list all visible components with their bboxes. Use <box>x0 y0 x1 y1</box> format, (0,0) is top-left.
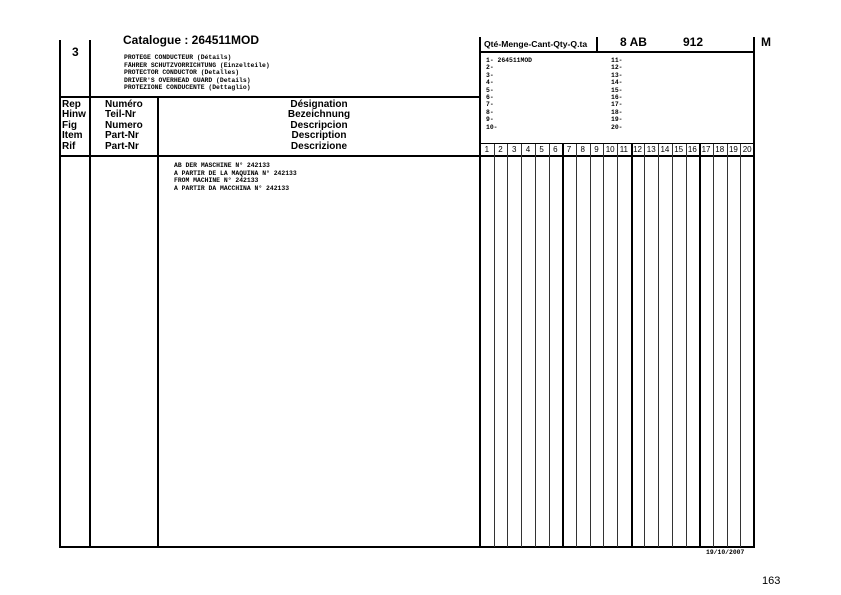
variant-3: 3- <box>486 71 494 79</box>
note-de: AB DER MASCHINE N° 242133 <box>174 162 270 169</box>
variant-16: 16- <box>611 94 623 102</box>
qty-column-header: 10 <box>605 145 615 154</box>
code-group: 8 AB <box>620 35 647 49</box>
rep-de: Hinw <box>62 109 86 121</box>
note-es: A PARTIR DE LA MAQUINA N° 242133 <box>174 169 297 177</box>
qty-column-header: 7 <box>566 145 572 154</box>
qty-column-divider <box>686 144 687 547</box>
variant-12: 12- <box>611 64 623 72</box>
rep-it: Rif <box>62 140 76 152</box>
variant-20: 20- <box>611 123 623 131</box>
rep-number: 3 <box>72 45 79 59</box>
frame-left-border <box>59 40 61 548</box>
qty-column-divider <box>672 144 673 547</box>
frame-bottom-rule <box>59 546 755 548</box>
title-en: DRIVER'S OVERHEAD GUARD (Details) <box>124 76 251 84</box>
variant-9: 9- <box>486 116 494 124</box>
variant-13: 13- <box>611 71 623 79</box>
qty-column-divider <box>727 144 728 547</box>
designation-fr: Désignation <box>290 99 348 110</box>
variant-6: 6- <box>486 94 494 102</box>
header-top-rule <box>59 96 480 98</box>
column-header-numero <box>105 100 143 152</box>
title-fr: PROTEGE CONDUCTEUR (Détails) <box>124 54 232 61</box>
numero-es: Numero <box>105 119 143 131</box>
frame-numero-divider <box>157 96 159 548</box>
variant-19: 19- <box>611 116 623 124</box>
catalogue-title: Catalogue : 264511MOD <box>123 33 260 47</box>
variant-4: 4- <box>486 79 494 87</box>
qty-column-divider <box>713 144 714 547</box>
designation-en: Description <box>291 130 347 142</box>
designation-de: Bezeichnung <box>287 109 351 121</box>
qty-column-header: 16 <box>687 145 697 154</box>
section-titles <box>124 54 270 92</box>
variant-5: 5- <box>486 86 494 94</box>
qty-column-header: 4 <box>525 145 531 154</box>
qty-column-divider <box>590 144 591 547</box>
designation-it: Descrizione <box>290 140 348 152</box>
variant-2: 2- <box>486 64 494 72</box>
machine-serial-notes <box>174 162 297 192</box>
variant-7: 7- <box>486 101 494 109</box>
qty-column-header: 3 <box>512 145 517 154</box>
qty-column-divider <box>562 144 564 547</box>
variant-8: 8- <box>486 108 494 116</box>
numero-it: Part-Nr <box>105 140 139 152</box>
qty-column-divider <box>631 144 633 547</box>
column-header-rep <box>62 100 86 152</box>
qty-column-header: 1 <box>484 145 490 154</box>
qty-column-header: 5 <box>539 145 544 154</box>
numero-fr: Numéro <box>105 99 143 110</box>
qty-column-header: 8 <box>580 145 585 154</box>
revision-date: 19/10/2007 <box>706 549 745 556</box>
numero-en: Part-Nr <box>105 130 139 142</box>
numero-de: Teil-Nr <box>105 109 136 121</box>
note-it: A PARTIR DA MACCHINA N° 242133 <box>174 184 290 192</box>
qty-column-header: 18 <box>715 145 725 154</box>
qty-column-divider <box>658 144 659 547</box>
qty-column-header: 19 <box>728 145 738 154</box>
qty-column-divider <box>507 144 508 547</box>
qty-column-divider <box>549 144 550 547</box>
rep-fr: Rep <box>62 99 81 110</box>
header-bottom-rule <box>59 155 480 157</box>
variant-1: 1- 264511MOD <box>486 57 533 64</box>
qty-label: Qté-Menge-Cant-Qty-Q.ta <box>484 39 588 49</box>
rep-en: Item <box>62 130 83 142</box>
qty-column-header: 15 <box>674 145 684 154</box>
qty-column-header: 6 <box>553 145 558 154</box>
column-header-designation <box>160 100 478 152</box>
variant-15: 15- <box>611 86 623 94</box>
qty-column-header: 14 <box>660 145 670 154</box>
page-number: 163 <box>762 575 781 587</box>
qty-column-header: 13 <box>646 145 656 154</box>
qty-column-divider <box>535 144 536 547</box>
designation-es: Descripcion <box>290 119 348 131</box>
qty-right-border <box>753 37 755 548</box>
code-letter: M <box>761 35 771 49</box>
qty-column-divider <box>576 144 577 547</box>
qty-column-divider <box>603 144 604 547</box>
code-number: 912 <box>683 35 704 49</box>
qty-column-divider <box>699 144 701 547</box>
qty-column-header: 9 <box>594 145 599 154</box>
qty-column-divider <box>740 144 741 547</box>
rep-es: Fig <box>62 119 77 131</box>
variant-11: 11- <box>611 57 623 64</box>
qty-column-header: 12 <box>633 145 642 154</box>
variant-18: 18- <box>611 108 623 116</box>
qty-left-border <box>479 37 481 548</box>
qty-label-rule <box>479 51 755 53</box>
title-es: PROTECTOR CONDUCTOR (Detalles) <box>124 69 240 77</box>
qty-column-header: 11 <box>619 145 628 154</box>
variant-list-left <box>486 57 532 131</box>
frame-rep-divider <box>89 40 91 548</box>
variant-10: 10- <box>486 123 498 131</box>
note-en: FROM MACHINE N° 242133 <box>174 177 259 185</box>
qty-column-divider <box>521 144 522 547</box>
title-it: PROTEZIONE CONDUCENTE (Dettaglio) <box>124 84 251 92</box>
title-de: FÄHRER SCHUTZVORRICHTUNG (Einzelteile) <box>124 61 270 69</box>
qty-column-divider <box>644 144 645 547</box>
qty-column-header: 20 <box>742 145 752 154</box>
variant-17: 17- <box>611 101 623 109</box>
qty-column-header: 17 <box>701 145 711 154</box>
variant-list-right <box>611 57 623 131</box>
qty-column-divider <box>617 144 618 547</box>
variant-14: 14- <box>611 79 623 87</box>
qty-column-divider <box>494 144 495 547</box>
qty-column-header: 2 <box>498 145 503 154</box>
qty-label-divider <box>596 37 598 51</box>
